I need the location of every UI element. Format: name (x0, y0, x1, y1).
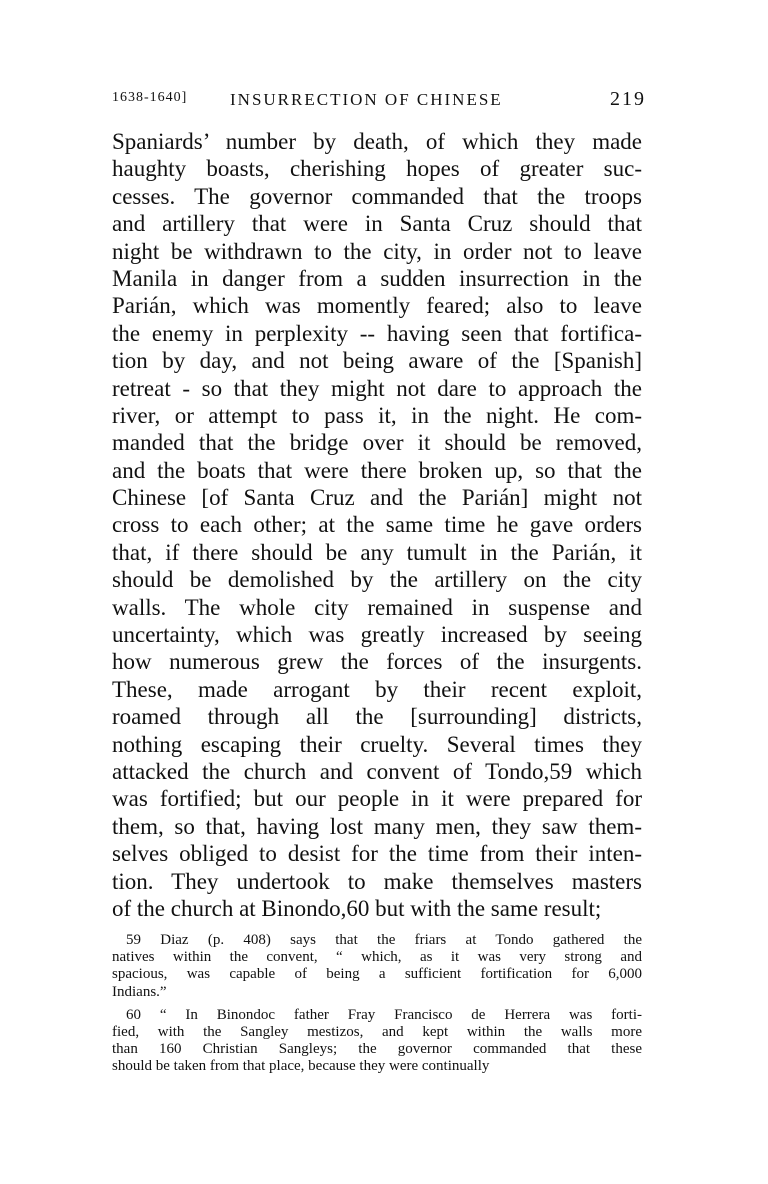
footnote-line: should be taken from that place, because they were continually (112, 1058, 490, 1075)
body-line: haughty boasts, cherishing hopes of greater suc- (112, 156, 642, 182)
footnote (112, 1007, 642, 1076)
footnote-line: Indians.” (112, 983, 167, 1000)
header-title: INSURRECTION OF CHINESE (230, 90, 503, 109)
body-line: tion by day, and not being aware of the [Spanish] (112, 348, 642, 374)
body-line: and the boats that were there broken up, so that the (112, 457, 642, 483)
body-line: how numerous grew the forces of the insurgents. (112, 649, 642, 675)
body-line: and artillery that were in Santa Cruz should that (112, 211, 642, 237)
footnotes (112, 932, 642, 1082)
body-line: night be withdrawn to the city, in order not to leave (112, 238, 642, 264)
body-line: Chinese [of Santa Cruz and the Parián] might not (112, 485, 642, 511)
body-line: Manila in danger from a sudden insurrection in the (112, 265, 642, 291)
footnote (112, 932, 642, 1001)
footnote-line: natives within the convent, “ which, as it was very strong and (112, 949, 642, 966)
body-line: selves obliged to desist for the time from their inten- (112, 841, 642, 867)
footnote-line: than 160 Christian Sangleys; the governor commanded that these (112, 1041, 642, 1058)
body-line: walls. The whole city remained in suspense and (112, 594, 642, 620)
body-line: should be demolished by the artillery on the city (112, 567, 642, 593)
body-line: cross to each other; at the same time he gave orders (112, 512, 642, 538)
running-head (112, 88, 646, 116)
body-line: These, made arrogant by their recent exploit, (112, 676, 642, 702)
body-line: roamed through all the [surrounding] districts, (112, 704, 642, 730)
page-number: 219 (610, 88, 646, 110)
body-line: Parián, which was momently feared; also to leave (112, 293, 642, 319)
body-line: attacked the church and convent of Tondo,59 which (112, 758, 642, 784)
body-line: river, or attempt to pass it, in the night. He com- (112, 402, 642, 428)
body-line: the enemy in perplexity -- having seen that fortifica- (112, 320, 642, 346)
body-line: retreat - so that they might not dare to approach the (112, 375, 642, 401)
body-line: was fortified; but our people in it were prepared for (112, 786, 642, 812)
body-line: manded that the bridge over it should be removed, (112, 430, 642, 456)
footnote-line: 60 “ In Binondoc father Fray Francisco de Herrera was forti- (126, 1006, 642, 1023)
body-line: of the church at Binondo,60 but with the same result; (112, 895, 602, 921)
body-text (112, 128, 642, 922)
body-line: uncertainty, which was greatly increased by seeing (112, 622, 642, 648)
body-line: tion. They undertook to make themselves masters (112, 868, 642, 894)
footnote-line: 59 Diaz (p. 408) says that the friars at Tondo gathered the (126, 932, 642, 948)
footnote-line: spacious, was capable of being a sufficient fortification for 6,000 (112, 966, 642, 983)
body-line: Spaniards’ number by death, of which they made (112, 129, 642, 154)
body-line: nothing escaping their cruelty. Several times they (112, 731, 642, 757)
header-years: 1638-1640] (112, 90, 188, 105)
body-line: them, so that, having lost many men, they saw them- (112, 813, 642, 839)
body-line: that, if there should be any tumult in the Parián, it (112, 539, 642, 565)
body-line: cesses. The governor commanded that the troops (112, 183, 642, 209)
footnote-line: fied, with the Sangley mestizos, and kept within the walls more (112, 1024, 642, 1041)
